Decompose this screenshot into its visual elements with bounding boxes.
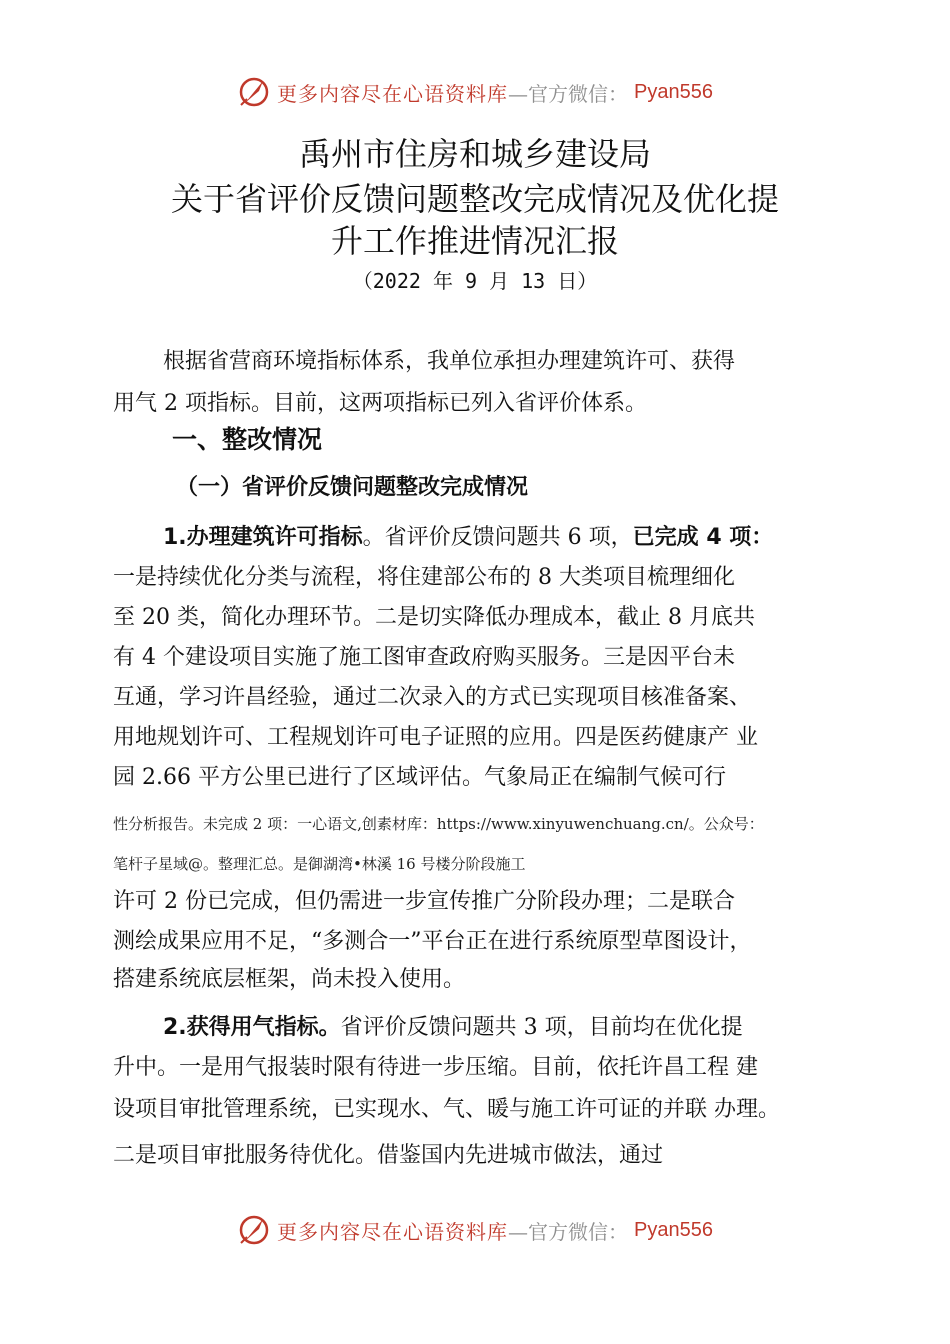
item1-line: 有 4 个建设项目实施了施工图审查政府购买服务。三是因平台未 <box>113 645 735 670</box>
item1-lead: 1.办理建筑许可指标 <box>163 525 363 550</box>
section-heading: 一、整改情况 <box>172 425 323 454</box>
item1-done-count: 已完成 4 项： <box>632 525 774 550</box>
quill-logo-icon <box>237 1213 271 1247</box>
intro-line-2: 用气 2 项指标。目前，这两项指标已列入省评价体系。 <box>113 391 647 416</box>
item1-lead-rest: 。省评价反馈问题共 6 项， <box>362 525 633 550</box>
document-title-line3: 升工作推进情况汇报 <box>330 222 619 260</box>
item1-tail-line: 搭建系统底层框架，尚未投入使用。 <box>113 967 466 992</box>
watermark-brand-text: 更多内容尽在心语资料库 <box>277 81 509 106</box>
item1-line: 至 20 类，简化办理环节。二是切实降低办理成本，截止 8 月底共 <box>113 605 755 630</box>
watermark-label-text: —官方微信： <box>508 81 629 106</box>
watermark-footer <box>0 1210 950 1250</box>
item1-small-line: 性分析报告。未完成 2 项：一心语文,创素材库：https://www.xinyuwenchuang.cn/。公众号： <box>113 815 764 833</box>
item2-first-rest: 省评价反馈问题共 3 项，目前均在优化提 <box>340 1015 743 1040</box>
item1-tail-line: 测绘成果应用不足，“多测合一”平台正在进行系统原型草图设计， <box>113 929 752 954</box>
watermark-wechat-id: Pyan556 <box>634 1218 713 1241</box>
item2-line: 升中。一是用气报装时限有待进一步压缩。目前，依托许昌工程 建 <box>113 1055 758 1080</box>
item2-line: 设项目审批管理系统，已实现水、气、暖与施工许可证的并联 办理。 <box>113 1097 780 1122</box>
document-title-line1: 禹州市住房和城乡建设局 <box>298 135 651 173</box>
document-title-line2: 关于省评价反馈问题整改完成情况及优化提 <box>170 180 779 218</box>
watermark-header <box>0 72 950 112</box>
watermark-wechat-id: Pyan556 <box>634 80 713 103</box>
item1-line: 用地规划许可、工程规划许可电子证照的应用。四是医药健康产 业 <box>113 725 758 750</box>
item1-line: 园 2.66 平方公里已进行了区域评估。气象局正在编制气候可行 <box>113 765 726 790</box>
item1-tail-line: 许可 2 份已完成，但仍需进一步宣传推广分阶段办理；二是联合 <box>113 889 735 914</box>
subsection-heading: （一）省评价反馈问题整改完成情况 <box>176 475 529 500</box>
item2-first-line <box>163 1010 743 1041</box>
item1-line: 互通，学习许昌经验，通过二次录入的方式已实现项目核准备案、 <box>113 685 752 710</box>
quill-logo-icon <box>237 75 271 109</box>
item1-small-line: 笔杆子星域@。整理汇总。是御湖湾•林溪 16 号楼分阶段施工 <box>113 855 526 873</box>
watermark-label-text: —官方微信： <box>508 1219 629 1244</box>
watermark-brand-text: 更多内容尽在心语资料库 <box>277 1219 509 1244</box>
intro-line-1: 根据省营商环境指标体系，我单位承担办理建筑许可、获得 <box>163 349 736 374</box>
document-date: （2022 年 9 月 13 日） <box>352 269 598 293</box>
item1-line: 一是持续优化分类与流程，将住建部公布的 8 大类项目梳理细化 <box>113 565 735 590</box>
item2-line: 二是项目审批服务待优化。借鉴国内先进城市做法，通过 <box>113 1143 664 1168</box>
item1-first-line <box>163 520 773 551</box>
item2-lead: 2.获得用气指标。 <box>163 1015 341 1040</box>
